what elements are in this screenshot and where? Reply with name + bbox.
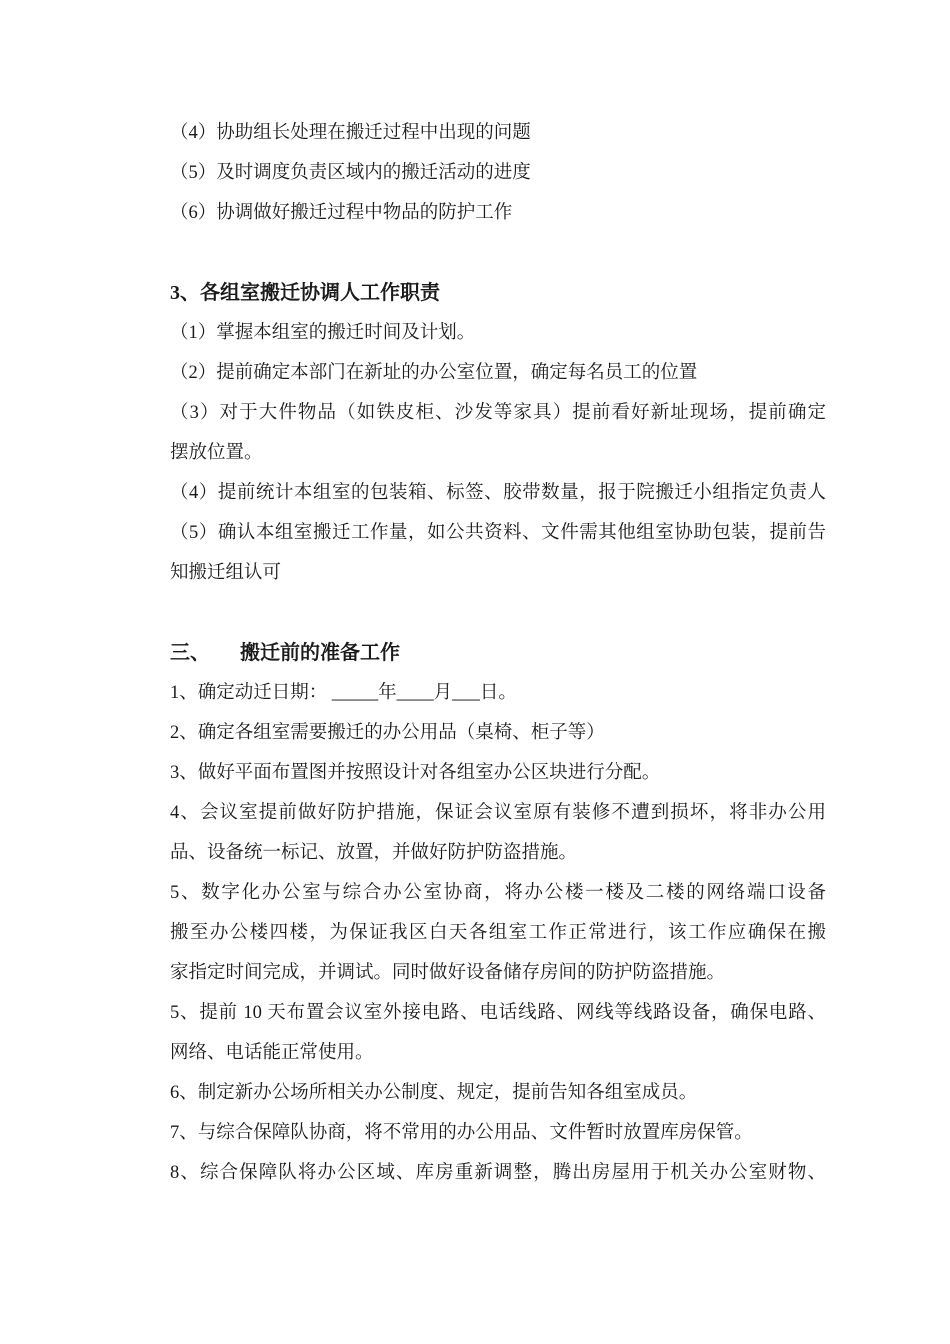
list-item-line: 1、确定动迁日期： _____年____月___日。 bbox=[170, 683, 517, 703]
list-item-line: 3、做好平面布置图并按照设计对各组室办公区块进行分配。 bbox=[170, 763, 661, 783]
list-item-line: （5）确认本组室搬迁工作量，如公共资料、文件需其他组室协助包装，提前告 bbox=[170, 523, 826, 543]
list-item-continuation-line: 摆放位置。 bbox=[170, 443, 263, 463]
document-content bbox=[170, 113, 826, 1193]
list-item-line: （4）协助组长处理在搬迁过程中出现的问题 bbox=[170, 123, 531, 143]
list-item-continuation-line: 知搬迁组认可 bbox=[170, 563, 282, 583]
list-item-line: （3）对于大件物品（如铁皮柜、沙发等家具）提前看好新址现场，提前确定 bbox=[170, 403, 826, 423]
list-item-line: 5、提前 10 天布置会议室外接电路、电话线路、网线等线路设备，确保电路、 bbox=[170, 1003, 826, 1023]
section-heading: 3、各组室搬迁协调人工作职责 bbox=[170, 282, 440, 304]
list-item-continuation-line: 网络、电话能正常使用。 bbox=[170, 1043, 374, 1063]
list-item-line: 6、制定新办公场所相关办公制度、规定，提前告知各组室成员。 bbox=[170, 1083, 698, 1103]
list-item-line: （4）提前统计本组室的包装箱、标签、胶带数量，报于院搬迁小组指定负责人 bbox=[170, 483, 826, 503]
section-number: 三、 bbox=[170, 642, 210, 664]
list-item-line: （1）掌握本组室的搬迁时间及计划。 bbox=[170, 323, 476, 343]
list-item-line: （2）提前确定本部门在新址的办公室位置，确定每名员工的位置 bbox=[170, 363, 698, 383]
section-heading bbox=[170, 633, 826, 673]
section-title: 搬迁前的准备工作 bbox=[240, 642, 400, 664]
list-item-continuation-line: 品、设备统一标记、放置，并做好防护防盗措施。 bbox=[170, 843, 578, 863]
list-item-line: 8、综合保障队将办公区域、库房重新调整，腾出房屋用于机关办公室财物、 bbox=[170, 1163, 826, 1183]
list-item-line: （6）协调做好搬迁过程中物品的防护工作 bbox=[170, 203, 513, 223]
list-item-continuation-line: 搬至办公楼四楼，为保证我区白天各组室工作正常进行，该工作应确保在搬 bbox=[170, 923, 826, 943]
list-item-line: 4、会议室提前做好防护措施，保证会议室原有装修不遭到损坏，将非办公用 bbox=[170, 803, 826, 823]
list-item-line: 7、与综合保障队协商，将不常用的办公用品、文件暂时放置库房保管。 bbox=[170, 1123, 753, 1143]
list-item-line: （5）及时调度负责区域内的搬迁活动的进度 bbox=[170, 163, 531, 183]
list-item-line: 5、数字化办公室与综合办公室协商，将办公楼一楼及二楼的网络端口设备 bbox=[170, 883, 826, 903]
list-item-line: 2、确定各组室需要搬迁的办公用品（桌椅、柜子等） bbox=[170, 723, 605, 743]
list-item-continuation-line: 家指定时间完成，并调试。同时做好设备储存房间的防护防盗措施。 bbox=[170, 963, 726, 983]
